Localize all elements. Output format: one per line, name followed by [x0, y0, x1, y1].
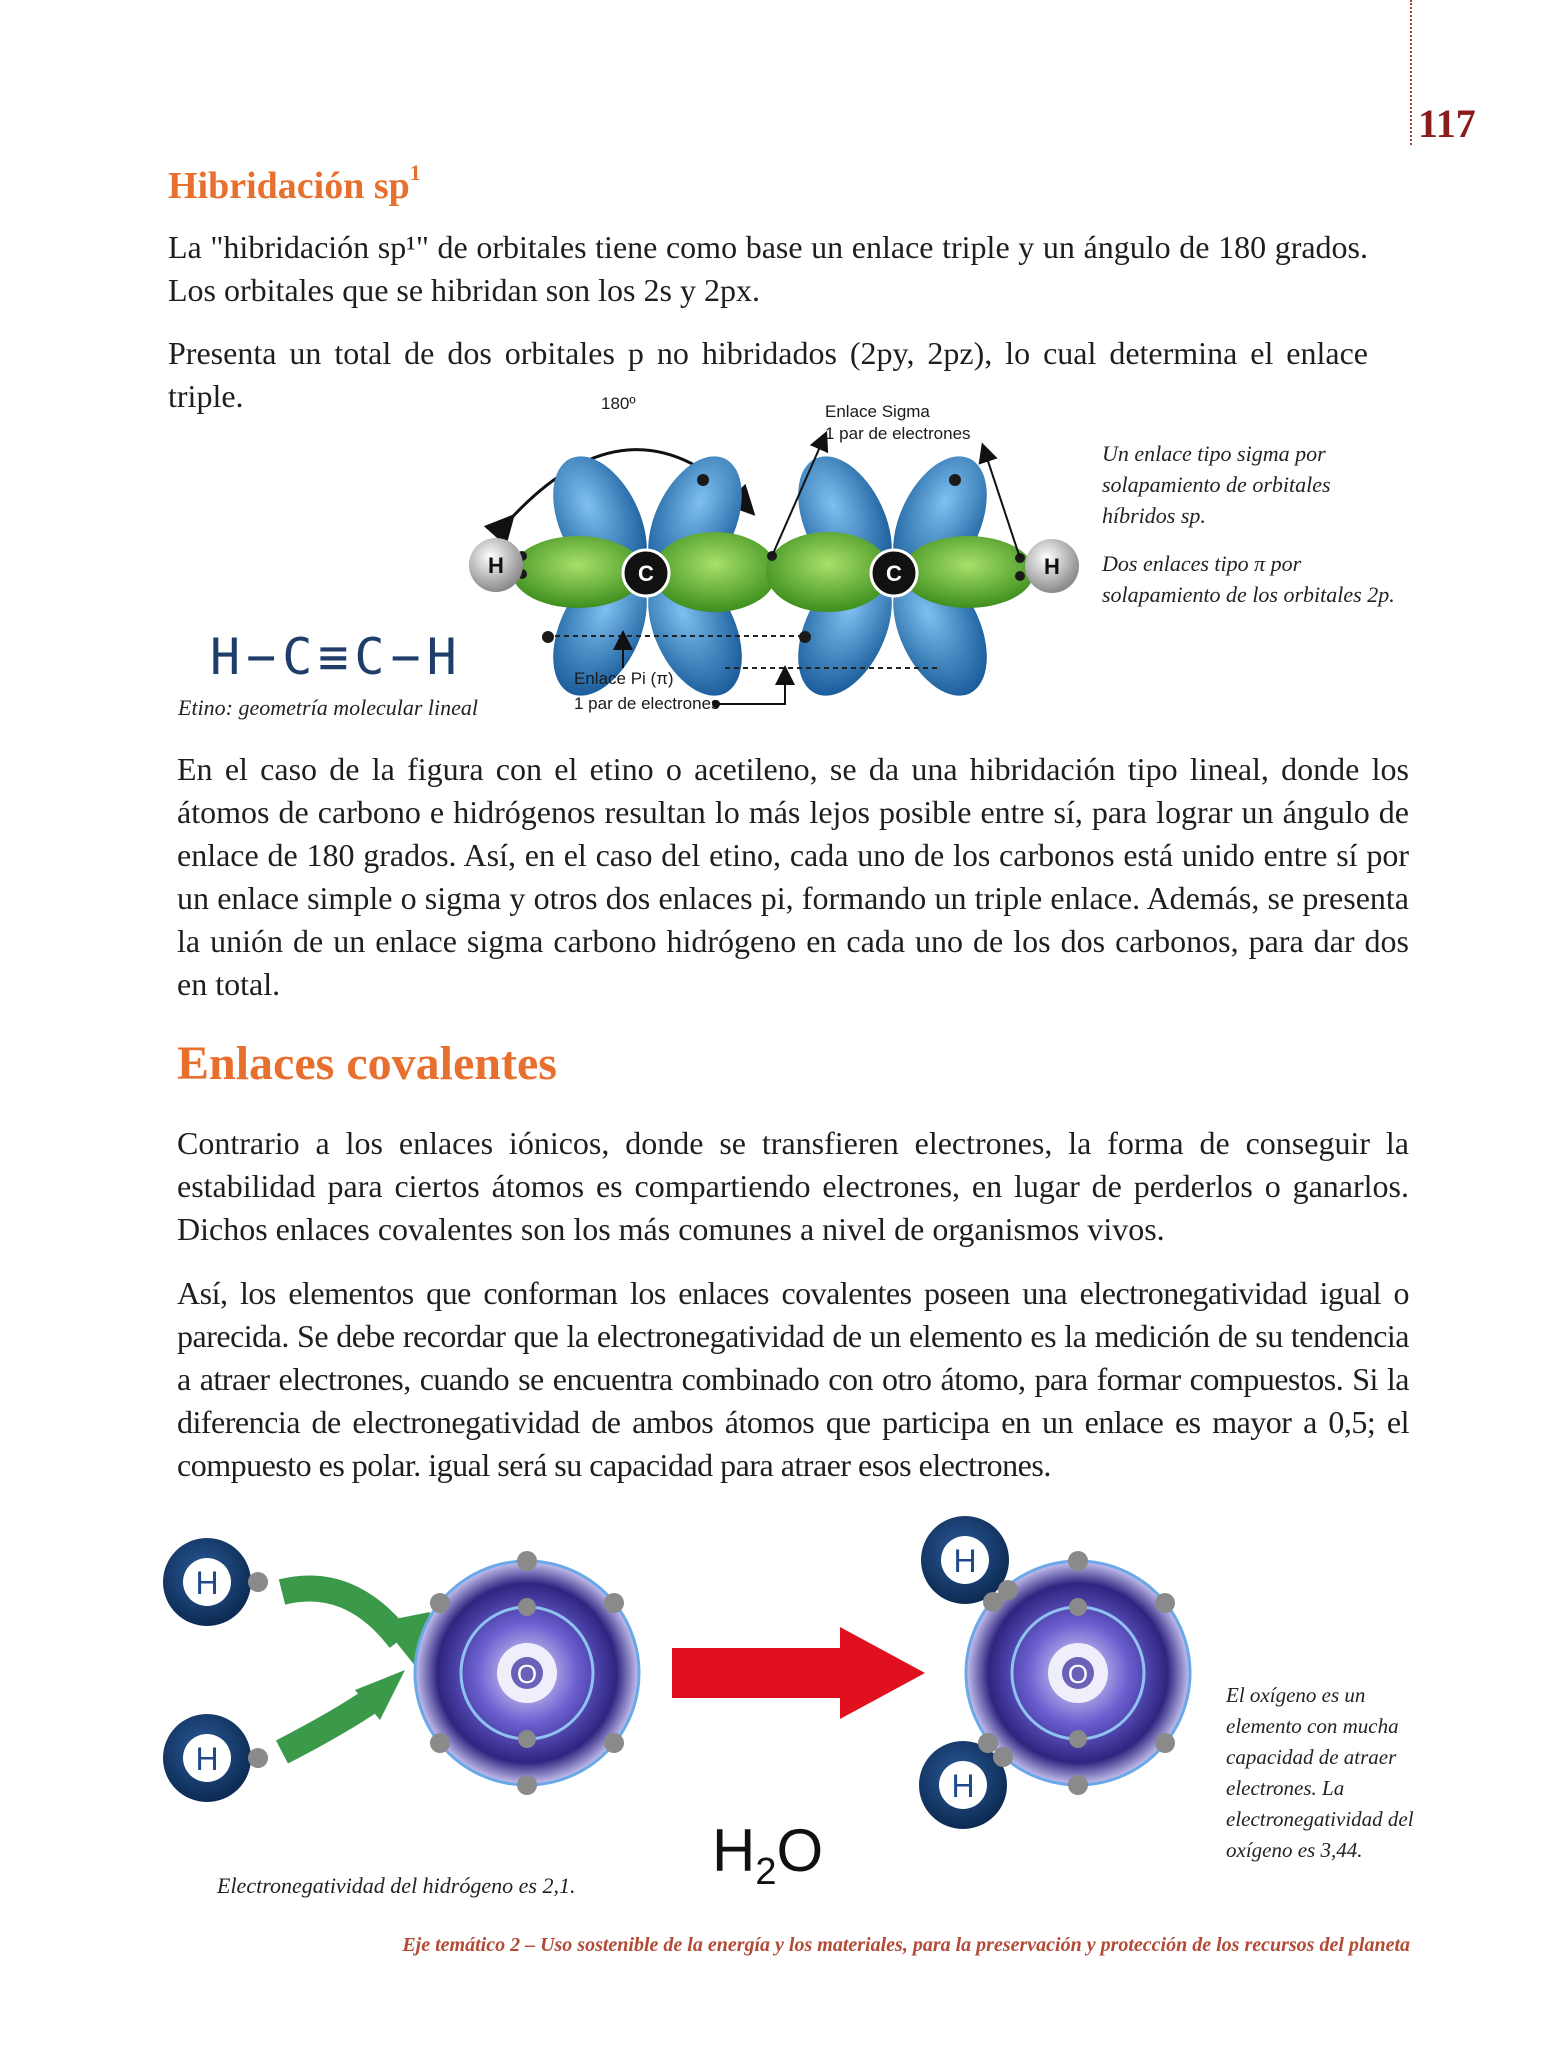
red-reaction-arrow	[672, 1627, 925, 1719]
hydrogen-symbol: H	[195, 1565, 219, 1601]
caption-etino: Etino: geometría molecular lineal	[178, 695, 478, 720]
sp-orbital-lobe	[902, 536, 1034, 608]
caption-hydrogen: Electronegatividad del hidrógeno es 2,1.	[217, 1873, 576, 1898]
hydrogen-symbol: H	[1044, 554, 1060, 579]
hydrogen-symbol: H	[195, 1741, 219, 1777]
paragraph-electronegatividad: Así, los elementos que conforman los enlaces covalentes poseen una electronegatividad igual o parecida. Se debe recordar que la electronegatividad de un elemento es la medición de su tendencia a atraer electrones, cuando se encuentra combinado con otro átomo, para formar compuestos. Si la diferencia de electronegatividad de ambos átomos que participa en un enlace es mayor a 0,5; el compuesto es polar. igual será su capacidad para atraer esos electrones.	[177, 1275, 1409, 1483]
sigma-label-subtitle: 1 par de electrones	[825, 424, 971, 443]
green-arrow-top	[282, 1588, 400, 1640]
green-arrow-bottom	[282, 1698, 375, 1752]
page-footer: Eje temático 2 – Uso sostenible de la energía y los materiales, para la preservación y protección de los recursos del planeta	[402, 1934, 1410, 1956]
carbon-symbol: C	[886, 561, 902, 586]
section-title-enlaces-covalentes: Enlaces covalentes	[177, 1037, 557, 1090]
hydrogen-symbol: H	[951, 1768, 975, 1804]
paragraph-etino: En el caso de la figura con el etino o acetileno, se da una hibridación tipo lineal, donde los átomos de carbono e hidrógenos resultan lo más lejos posible entre sí, para lograr un ángulo de enlace de 180 grados. Así, en el caso del etino, cada uno de los carbonos está unido entre sí por un enlace simple o sigma y otros dos enlaces pi, formando un triple enlace. Además, se presenta la unión de un enlace sigma carbono hidrógeno en cada uno de los dos carbonos, para dar dos en total.	[177, 751, 1409, 1002]
hydrogen-symbol: H	[488, 553, 504, 578]
hydrogen-symbol: H	[953, 1543, 977, 1579]
ethyne-formula: H−C≡C−H	[210, 628, 463, 686]
water-formula-o: O	[776, 1817, 824, 1884]
hydrogen-atom-top-left	[163, 1538, 268, 1626]
oxygen-atom-left	[415, 1551, 639, 1795]
oxygen-symbol: O	[1067, 1659, 1089, 1689]
hydrogen-atom-bottom-left	[163, 1714, 268, 1802]
paragraph-orbitales-p: Presenta un total de dos orbitales p no hibridados (2py, 2pz), lo cual determina el enlace triple.	[168, 335, 1368, 414]
water-formula	[712, 1816, 823, 1894]
water-formula-subscript: 2	[755, 1851, 777, 1893]
pi-label-title: Enlace Pi (π)	[574, 669, 674, 688]
caption-pi: Dos enlaces tipo π por solapamiento de los orbitales 2p.	[1102, 551, 1395, 607]
section-title-text: Hibridación sp	[168, 165, 410, 207]
hydrogen-atom-bonded-top	[921, 1516, 1018, 1612]
page-number: 117	[1418, 101, 1476, 146]
paragraph-covalentes-intro: Contrario a los enlaces iónicos, donde se transfieren electrones, la forma de conseguir la estabilidad para ciertos átomos es compartiendo electrones, en lugar de perderlos o ganarlos. Dichos enlaces covalentes son los más comunes a nivel de organismos vivos.	[177, 1125, 1409, 1247]
caption-oxygen: El oxígeno es un elemento con mucha capacidad de atraer electrones. La electronegatividad del oxígeno es 3,44.	[1226, 1683, 1414, 1862]
caption-sigma: Un enlace tipo sigma por solapamiento de orbitales híbridos sp.	[1102, 441, 1331, 528]
oxygen-symbol: O	[516, 1659, 538, 1689]
angle-label: 180º	[601, 394, 636, 413]
water-formula-h: H	[712, 1817, 756, 1884]
sp-orbital-lobe	[653, 532, 777, 612]
pi-label-subtitle: 1 par de electrones	[574, 694, 720, 713]
sigma-label-title: Enlace Sigma	[825, 402, 930, 421]
carbon-symbol: C	[638, 561, 654, 586]
paragraph-hibridacion-intro: La "hibridación sp¹" de orbitales tiene como base un enlace triple y un ángulo de 180 grados. Los orbitales que se hibridan son los 2s y 2px.	[168, 229, 1368, 308]
section-title-superscript: 1	[409, 160, 421, 185]
